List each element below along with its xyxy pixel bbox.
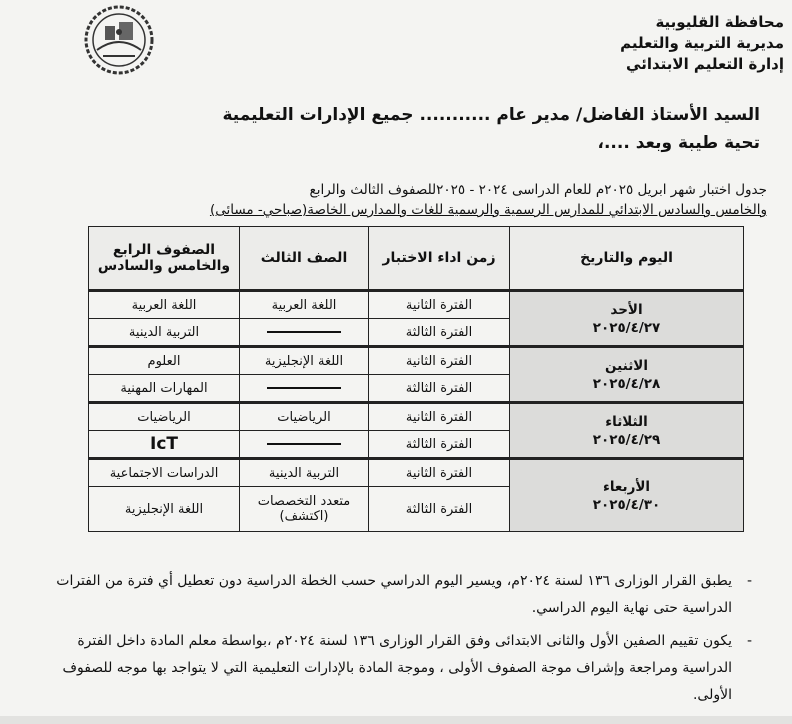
issuing-authority: [554, 12, 784, 75]
subject-line: (اكتشف): [279, 509, 329, 524]
note-text: يطبق القرار الوزارى ١٣٦ لسنة ٢٠٢٤م، ويسير اليوم الدراسي حسب الخطة الدراسية دون تعطيل أي فترة من الفترات الدراسية حتى نهاية اليوم الدراسي.: [56, 573, 732, 616]
period-cell: الفترة الثانية: [369, 403, 510, 431]
period-cell: الفترة الثانية: [369, 459, 510, 487]
salutation-greeting: تحية طيبة وبعد ....،: [597, 133, 760, 153]
third-grade-subject: اللغة العربية: [240, 291, 369, 319]
table-row: [89, 291, 744, 319]
intro-line-2: والخامس والسادس الابتدائي للمدارس الرسمية والرسمية للغات والمدارس الخاصة(صباحي- مسائى): [209, 202, 767, 218]
day-cell: [510, 347, 744, 403]
upper-grades-subject: اللغة الإنجليزية: [89, 487, 240, 532]
period-cell: الفترة الثالثة: [369, 375, 510, 403]
schedule-intro: [95, 180, 767, 220]
day-name: الأحد: [610, 301, 643, 318]
third-grade-subject: الرياضيات: [240, 403, 369, 431]
period-cell: الفترة الثانية: [369, 291, 510, 319]
exam-schedule-table: [88, 226, 744, 532]
day-date: ٢٠٢٥/٤/٢٧: [592, 319, 661, 336]
period-cell: الفترة الثانية: [369, 347, 510, 375]
day-name: الثلاثاء: [605, 413, 648, 430]
header-day: اليوم والتاريخ: [510, 227, 744, 291]
intro-line-1: جدول اختبار شهر ابريل ٢٠٢٥م للعام الدراسى ٢٠٢٤ - ٢٠٢٥للصفوف الثالث والرابع: [309, 182, 767, 198]
day-date: ٢٠٢٥/٤/٢٩: [592, 431, 661, 448]
day-name: الأربعاء: [602, 478, 651, 495]
upper-grades-subject: العلوم: [89, 347, 240, 375]
empty-dash: [267, 443, 341, 445]
note-text: يكون تقييم الصفين الأول والثانى الابتدائى وفق القرار الوزارى ١٣٦ لسنة ٢٠٢٤م ،بواسطة معلم المادة داخل الفترة الدراسية ومراجعة وإشراف موجة الصفوف الأولى ، وموجة المادة بالإدارات التعليمية التي لا يتواجد بها موجه للصفوف الأولى.: [62, 633, 732, 703]
header-third-grade: الصف الثالث: [240, 227, 369, 291]
upper-grades-subject: اللغة العربية: [89, 291, 240, 319]
notes-section: [40, 568, 752, 715]
third-grade-empty: [240, 319, 369, 347]
upper-grades-subject: التربية الدينية: [89, 319, 240, 347]
third-grade-empty: [240, 431, 369, 459]
third-grade-subject: اللغة الإنجليزية: [240, 347, 369, 375]
bullet-dash: -: [746, 633, 752, 649]
third-grade-empty: [240, 375, 369, 403]
governorate-name: محافظة القليوبية: [655, 13, 784, 31]
note-item: [40, 568, 752, 622]
day-date: ٢٠٢٥/٤/٣٠: [592, 496, 661, 513]
empty-dash: [267, 387, 341, 389]
header-time: زمن اداء الاختبار: [369, 227, 510, 291]
day-cell: [510, 459, 744, 532]
governorate-seal-logo: [83, 4, 155, 76]
day-date: ٢٠٢٥/٤/٢٨: [592, 375, 661, 392]
salutation-recipient: السيد الأستاذ الفاضل/ مدير عام ........... جميع الإدارات التعليمية: [222, 105, 760, 125]
table-row: [89, 459, 744, 487]
header-upper-grades: الصفوف الرابع والخامس والسادس: [89, 227, 240, 291]
note-item: [40, 628, 752, 709]
third-grade-subject: التربية الدينية: [240, 459, 369, 487]
day-cell: [510, 403, 744, 459]
day-cell: [510, 291, 744, 347]
administration-name: إدارة التعليم الابتدائي: [626, 55, 784, 73]
day-name: الاثنين: [605, 357, 648, 374]
upper-grades-subject: المهارات المهنية: [89, 375, 240, 403]
period-cell: الفترة الثالثة: [369, 487, 510, 532]
empty-dash: [267, 331, 341, 333]
period-cell: الفترة الثالثة: [369, 319, 510, 347]
upper-grades-subject: الرياضيات: [89, 403, 240, 431]
directorate-name: مديرية التربية والتعليم: [620, 34, 784, 52]
bullet-dash: -: [746, 573, 752, 589]
salutation: [170, 101, 760, 157]
upper-grades-subject: IcT: [89, 431, 240, 459]
table-header-row: [89, 227, 744, 291]
third-grade-subject: [240, 487, 369, 532]
table-row: [89, 347, 744, 375]
scan-edge: [0, 716, 792, 724]
upper-grades-subject: الدراسات الاجتماعية: [89, 459, 240, 487]
period-cell: الفترة الثالثة: [369, 431, 510, 459]
subject-line: متعدد التخصصات: [257, 494, 351, 509]
table-row: [89, 403, 744, 431]
